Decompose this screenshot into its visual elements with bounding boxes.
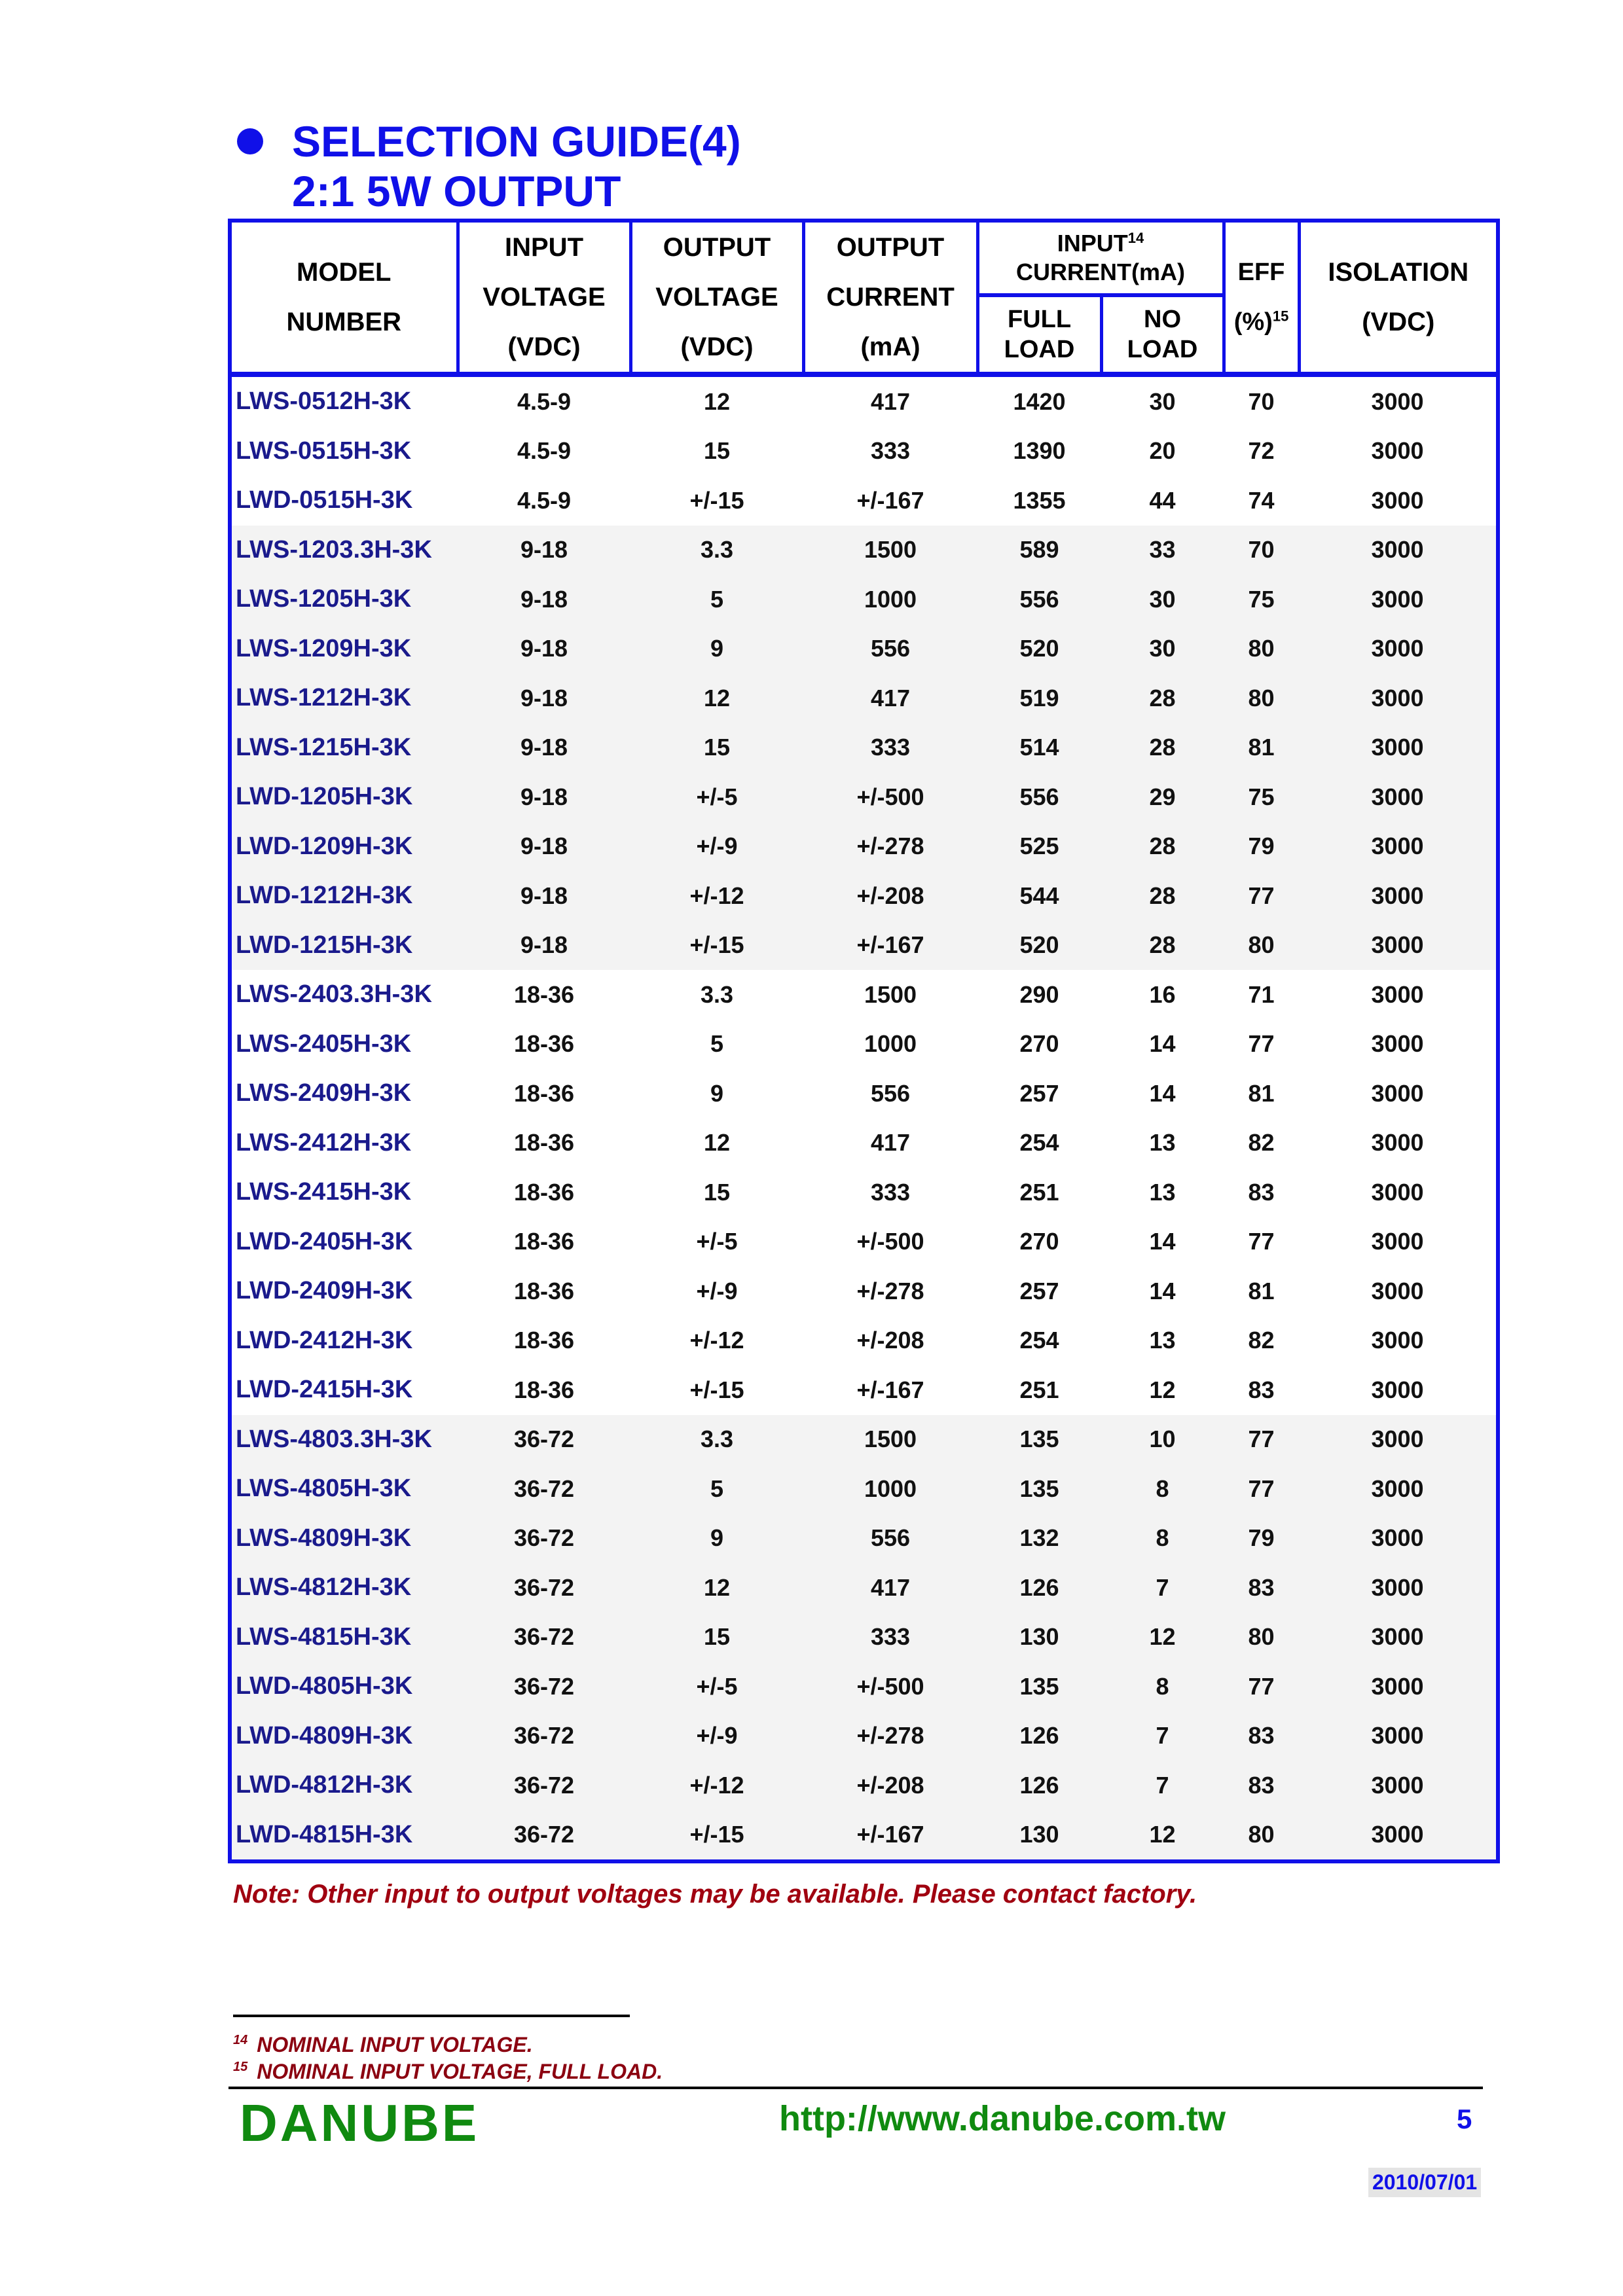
input-voltage-cell: 36-72: [458, 1464, 630, 1514]
input-current-no-load-cell: 14: [1149, 1277, 1176, 1304]
model-number-cell: LWD-1209H-3K: [230, 822, 458, 872]
output-voltage-cell: +/-15: [689, 1376, 744, 1403]
model-number-cell: LWD-0515H-3K: [236, 486, 413, 514]
input-current-full-load-cell: 126: [977, 1712, 1101, 1761]
input-current-full-load-cell: 132: [977, 1514, 1101, 1564]
input-current-no-load-cell: 8: [1101, 1514, 1224, 1564]
model-number-cell: LWS-1209H-3K: [230, 624, 458, 674]
header-output-current: OUTPUT CURRENT (mA): [803, 221, 977, 374]
model-number-cell: LWS-4805H-3K: [230, 1464, 458, 1514]
efficiency-cell: 74: [1248, 486, 1275, 514]
output-current-cell: 417: [870, 387, 911, 415]
input-current-full-load-cell: 556: [977, 575, 1101, 624]
isolation-cell: 3000: [1299, 1712, 1498, 1761]
model-number-cell: LWS-1205H-3K: [230, 575, 458, 624]
output-current-cell: 333: [803, 723, 977, 773]
input-voltage-cell: 9-18: [458, 673, 630, 723]
table-row: [230, 921, 1498, 971]
output-voltage-cell: +/-12: [689, 1327, 744, 1354]
model-number-cell: LWS-1215H-3K: [230, 723, 458, 773]
table-row: [230, 673, 1498, 723]
table-row: [230, 1217, 1498, 1267]
model-number-cell: LWS-2415H-3K: [236, 1178, 412, 1206]
output-voltage-cell: 3.3: [700, 980, 734, 1008]
footnote-divider: [233, 2015, 630, 2017]
model-number-cell: LWD-2415H-3K: [236, 1376, 413, 1404]
input-current-no-load-cell: 16: [1149, 980, 1176, 1008]
efficiency-cell: 70: [1248, 387, 1275, 415]
table-row: [230, 1563, 1498, 1613]
isolation-cell: 3000: [1299, 1662, 1498, 1712]
isolation-cell: 3000: [1299, 723, 1498, 773]
input-current-full-load-cell: 1355: [1013, 486, 1066, 514]
model-number-cell: LWS-2412H-3K: [236, 1128, 412, 1157]
input-current-no-load-cell: 7: [1101, 1712, 1224, 1761]
table-row: [230, 476, 1498, 526]
efficiency-cell: 77: [1224, 1415, 1299, 1465]
output-current-cell: +/-167: [803, 1810, 977, 1862]
input-current-full-load-cell: 254: [1019, 1129, 1059, 1157]
input-current-no-load-cell: 28: [1101, 673, 1224, 723]
efficiency-cell: 72: [1248, 437, 1275, 465]
output-voltage-cell: 12: [630, 1563, 803, 1613]
input-voltage-cell: 9-18: [458, 822, 630, 872]
output-current-cell: +/-500: [856, 1228, 924, 1255]
model-number-cell: LWD-2405H-3K: [236, 1227, 413, 1255]
output-current-cell: +/-208: [803, 1761, 977, 1810]
header-output-voltage: OUTPUT VOLTAGE (VDC): [630, 221, 803, 374]
isolation-cell: 3000: [1371, 1228, 1424, 1255]
efficiency-cell: 83: [1224, 1761, 1299, 1810]
input-current-no-load-cell: 30: [1149, 387, 1176, 415]
isolation-cell: 3000: [1371, 1079, 1424, 1107]
input-current-full-load-cell: 251: [1019, 1376, 1059, 1403]
isolation-cell: 3000: [1371, 1178, 1424, 1206]
output-voltage-cell: 12: [703, 1129, 731, 1157]
input-current-no-load-cell: 28: [1101, 921, 1224, 971]
table-row: [230, 1810, 1498, 1862]
input-current-full-load-cell: 270: [1019, 1030, 1059, 1058]
output-current-cell: 556: [803, 1514, 977, 1564]
header-input-voltage: INPUT VOLTAGE (VDC): [458, 221, 630, 374]
input-current-full-load-cell: 257: [1019, 1277, 1059, 1304]
model-number-cell: LWS-2405H-3K: [236, 1030, 412, 1058]
model-number-cell: LWS-4815H-3K: [230, 1613, 458, 1662]
input-current-no-load-cell: 44: [1149, 486, 1176, 514]
efficiency-cell: 81: [1248, 1079, 1275, 1107]
output-voltage-cell: +/-9: [696, 1277, 738, 1304]
isolation-cell: 3000: [1371, 486, 1424, 514]
isolation-cell: 3000: [1371, 980, 1424, 1008]
output-voltage-cell: 3.3: [630, 526, 803, 575]
efficiency-cell: 80: [1224, 1613, 1299, 1662]
table-row: [230, 871, 1498, 921]
efficiency-cell: 83: [1248, 1376, 1275, 1403]
input-current-no-load-cell: 28: [1101, 871, 1224, 921]
isolation-cell: 3000: [1299, 526, 1498, 575]
output-current-cell: 1000: [803, 1464, 977, 1514]
input-current-no-load-cell: 8: [1101, 1662, 1224, 1712]
efficiency-cell: 75: [1224, 575, 1299, 624]
input-voltage-cell: 4.5-9: [517, 387, 572, 415]
input-current-no-load-cell: 29: [1101, 772, 1224, 822]
efficiency-cell: 77: [1224, 1464, 1299, 1514]
input-voltage-cell: 18-36: [513, 1277, 575, 1304]
input-voltage-cell: 9-18: [458, 624, 630, 674]
isolation-cell: 3000: [1299, 1415, 1498, 1465]
input-voltage-cell: 18-36: [513, 1079, 575, 1107]
efficiency-cell: 77: [1248, 1030, 1275, 1058]
footer-divider: [228, 2087, 1483, 2089]
output-current-cell: 556: [803, 624, 977, 674]
input-voltage-cell: 18-36: [513, 1228, 575, 1255]
output-voltage-cell: 5: [630, 1464, 803, 1514]
page-number: 5: [1457, 2104, 1472, 2134]
output-current-cell: 333: [870, 1178, 911, 1206]
input-voltage-cell: 36-72: [458, 1415, 630, 1465]
model-number-cell: LWS-4812H-3K: [230, 1563, 458, 1613]
input-current-no-load-cell: 14: [1149, 1079, 1176, 1107]
output-current-cell: 1000: [803, 575, 977, 624]
efficiency-cell: 81: [1224, 723, 1299, 773]
efficiency-cell: 83: [1224, 1712, 1299, 1761]
input-current-no-load-cell: 12: [1101, 1613, 1224, 1662]
output-voltage-cell: +/-12: [630, 1761, 803, 1810]
input-voltage-cell: 18-36: [513, 1030, 575, 1058]
efficiency-cell: 79: [1224, 1514, 1299, 1564]
input-voltage-cell: 18-36: [513, 1129, 575, 1157]
input-current-full-load-cell: 290: [1019, 980, 1059, 1008]
table-row: [230, 1514, 1498, 1564]
input-current-full-load-cell: 525: [977, 822, 1101, 872]
table-row: [230, 1316, 1498, 1366]
table-row: [230, 1020, 1498, 1069]
input-current-no-load-cell: 33: [1101, 526, 1224, 575]
output-voltage-cell: 12: [630, 673, 803, 723]
output-current-cell: +/-167: [803, 921, 977, 971]
output-voltage-cell: +/-5: [630, 1662, 803, 1712]
model-number-cell: LWD-4815H-3K: [230, 1810, 458, 1862]
output-current-cell: +/-167: [856, 486, 924, 514]
output-voltage-cell: 15: [703, 437, 731, 465]
input-current-full-load-cell: 589: [977, 526, 1101, 575]
output-voltage-cell: +/-9: [630, 822, 803, 872]
model-number-cell: LWD-2412H-3K: [236, 1326, 413, 1354]
input-current-full-load-cell: 520: [977, 624, 1101, 674]
input-current-no-load-cell: 7: [1101, 1761, 1224, 1810]
output-current-cell: 1500: [803, 526, 977, 575]
output-voltage-cell: 15: [630, 723, 803, 773]
table-row: [230, 1712, 1498, 1761]
output-voltage-cell: +/-9: [630, 1712, 803, 1761]
output-current-cell: +/-278: [803, 1712, 977, 1761]
input-voltage-cell: 9-18: [458, 772, 630, 822]
input-current-full-load-cell: 1420: [1013, 387, 1066, 415]
input-current-full-load-cell: 251: [1019, 1178, 1059, 1206]
input-current-full-load-cell: 126: [977, 1563, 1101, 1613]
efficiency-cell: 80: [1224, 1810, 1299, 1862]
input-voltage-cell: 9-18: [458, 526, 630, 575]
input-voltage-cell: 9-18: [458, 575, 630, 624]
efficiency-cell: 71: [1248, 980, 1275, 1008]
isolation-cell: 3000: [1299, 673, 1498, 723]
input-current-no-load-cell: 12: [1101, 1810, 1224, 1862]
model-number-cell: LWD-4805H-3K: [230, 1662, 458, 1712]
input-voltage-cell: 18-36: [513, 1178, 575, 1206]
input-current-full-load-cell: 270: [1019, 1228, 1059, 1255]
efficiency-cell: 82: [1248, 1129, 1275, 1157]
isolation-cell: 3000: [1371, 1376, 1424, 1403]
table-row: [230, 1464, 1498, 1514]
model-number-cell: LWS-0512H-3K: [236, 387, 412, 416]
output-voltage-cell: +/-15: [689, 486, 744, 514]
table-row: [230, 1613, 1498, 1662]
output-voltage-cell: +/-12: [630, 871, 803, 921]
input-current-full-load-cell: 130: [977, 1810, 1101, 1862]
efficiency-cell: 70: [1224, 526, 1299, 575]
table-row: [230, 723, 1498, 773]
output-current-cell: 556: [870, 1079, 911, 1107]
input-voltage-cell: 36-72: [458, 1662, 630, 1712]
isolation-cell: 3000: [1299, 1613, 1498, 1662]
efficiency-cell: 82: [1248, 1327, 1275, 1354]
efficiency-cell: 83: [1248, 1178, 1275, 1206]
input-voltage-cell: 36-72: [458, 1613, 630, 1662]
output-current-cell: +/-208: [803, 871, 977, 921]
model-number-cell: LWD-1205H-3K: [230, 772, 458, 822]
output-current-cell: +/-208: [856, 1327, 924, 1354]
output-current-cell: +/-500: [803, 1662, 977, 1712]
output-voltage-cell: +/-5: [630, 772, 803, 822]
note-text: Note: Other input to output voltages may be available. Please contact factory.: [233, 1880, 1197, 1909]
efficiency-cell: 81: [1248, 1277, 1275, 1304]
input-current-full-load-cell: 135: [977, 1464, 1101, 1514]
input-voltage-cell: 36-72: [458, 1761, 630, 1810]
input-current-no-load-cell: 13: [1149, 1129, 1176, 1157]
input-voltage-cell: 9-18: [458, 921, 630, 971]
output-voltage-cell: 3.3: [630, 1415, 803, 1465]
table-row: [230, 427, 1498, 476]
table-row: [230, 624, 1498, 674]
output-voltage-cell: +/-15: [630, 1810, 803, 1862]
header-no-load: NO LOAD: [1101, 295, 1224, 374]
input-voltage-cell: 36-72: [458, 1712, 630, 1761]
model-number-cell: LWD-1215H-3K: [230, 921, 458, 971]
model-number-cell: LWS-2409H-3K: [236, 1079, 412, 1107]
input-voltage-cell: 4.5-9: [517, 486, 572, 514]
efficiency-cell: 79: [1224, 822, 1299, 872]
input-current-no-load-cell: 14: [1149, 1030, 1176, 1058]
model-number-cell: LWD-2409H-3K: [236, 1277, 413, 1305]
model-number-cell: LWS-4809H-3K: [230, 1514, 458, 1564]
model-number-cell: LWS-1212H-3K: [230, 673, 458, 723]
model-number-cell: LWD-4809H-3K: [230, 1712, 458, 1761]
isolation-cell: 3000: [1371, 1030, 1424, 1058]
input-current-no-load-cell: 28: [1101, 822, 1224, 872]
input-current-no-load-cell: 20: [1149, 437, 1176, 465]
input-current-full-load-cell: 135: [977, 1415, 1101, 1465]
input-current-full-load-cell: 126: [977, 1761, 1101, 1810]
output-current-cell: +/-278: [856, 1277, 924, 1304]
table-row: [230, 970, 1498, 1020]
isolation-cell: 3000: [1299, 871, 1498, 921]
isolation-cell: 3000: [1299, 822, 1498, 872]
output-current-cell: 1000: [864, 1030, 917, 1058]
model-number-cell: LWS-1203.3H-3K: [230, 526, 458, 575]
input-current-full-load-cell: 254: [1019, 1327, 1059, 1354]
input-current-full-load-cell: 130: [977, 1613, 1101, 1662]
input-current-no-load-cell: 7: [1101, 1563, 1224, 1613]
output-voltage-cell: +/-15: [630, 921, 803, 971]
output-voltage-cell: 5: [710, 1030, 724, 1058]
isolation-cell: 3000: [1371, 1129, 1424, 1157]
table-row: [230, 1266, 1498, 1316]
output-current-cell: +/-167: [856, 1376, 924, 1403]
header-isolation: ISOLATION (VDC): [1299, 221, 1498, 374]
bullet-icon: [237, 128, 263, 154]
output-current-cell: 1500: [803, 1415, 977, 1465]
input-current-no-load-cell: 13: [1149, 1178, 1176, 1206]
input-current-full-load-cell: 135: [977, 1662, 1101, 1712]
table-row: [230, 1365, 1498, 1415]
input-voltage-cell: 18-36: [513, 1376, 575, 1403]
table-row: [230, 1662, 1498, 1712]
table-row: [230, 374, 1498, 427]
input-voltage-cell: 36-72: [458, 1514, 630, 1564]
output-current-cell: 333: [870, 437, 911, 465]
footnote-14: $^{14}$ NOMINAL INPUT VOLTAGE.: [233, 2033, 533, 2056]
output-current-cell: 417: [870, 1129, 911, 1157]
page-subtitle: 2:1 5W OUTPUT: [292, 167, 621, 215]
model-number-cell: LWS-4803.3H-3K: [230, 1415, 458, 1465]
table-row: [230, 1415, 1498, 1465]
input-current-full-load-cell: 544: [977, 871, 1101, 921]
input-current-full-load-cell: 257: [1019, 1079, 1059, 1107]
input-voltage-cell: 18-36: [513, 980, 575, 1008]
input-current-full-load-cell: 519: [977, 673, 1101, 723]
efficiency-cell: 80: [1224, 673, 1299, 723]
efficiency-cell: 75: [1224, 772, 1299, 822]
isolation-cell: 3000: [1299, 575, 1498, 624]
table-row: [230, 822, 1498, 872]
input-voltage-cell: 9-18: [458, 871, 630, 921]
isolation-cell: 3000: [1371, 437, 1424, 465]
output-voltage-cell: 15: [703, 1178, 731, 1206]
isolation-cell: 3000: [1299, 1761, 1498, 1810]
output-voltage-cell: 5: [630, 575, 803, 624]
input-current-full-load-cell: 556: [977, 772, 1101, 822]
input-current-full-load-cell: 520: [977, 921, 1101, 971]
footnote-15: $^{15}$ NOMINAL INPUT VOLTAGE, FULL LOAD.: [233, 2060, 663, 2083]
isolation-cell: 3000: [1299, 624, 1498, 674]
isolation-cell: 3000: [1299, 1563, 1498, 1613]
isolation-cell: 3000: [1299, 1514, 1498, 1564]
output-voltage-cell: 15: [630, 1613, 803, 1662]
output-voltage-cell: 9: [630, 624, 803, 674]
input-current-no-load-cell: 10: [1101, 1415, 1224, 1465]
danube-logo: DANUBE: [240, 2094, 480, 2152]
efficiency-cell: 77: [1224, 1662, 1299, 1712]
input-voltage-cell: 18-36: [513, 1327, 575, 1354]
isolation-cell: 3000: [1299, 1810, 1498, 1862]
header-input-current: INPUT$^{14}$ CURRENT(mA): [977, 221, 1224, 295]
efficiency-cell: 80: [1224, 624, 1299, 674]
isolation-cell: 3000: [1371, 1277, 1424, 1304]
efficiency-cell: 77: [1224, 871, 1299, 921]
table-row: [230, 772, 1498, 822]
table-row: [230, 1069, 1498, 1119]
website-link[interactable]: http://www.danube.com.tw: [779, 2099, 1226, 2138]
revision-date: 2010/07/01: [1368, 2168, 1481, 2197]
isolation-cell: 3000: [1371, 387, 1424, 415]
output-current-cell: 417: [803, 673, 977, 723]
isolation-cell: 3000: [1371, 1327, 1424, 1354]
input-voltage-cell: 4.5-9: [517, 437, 572, 465]
header-model: MODEL NUMBER: [230, 221, 458, 374]
input-current-no-load-cell: 14: [1149, 1228, 1176, 1255]
efficiency-cell: 80: [1224, 921, 1299, 971]
output-voltage-cell: 12: [703, 387, 731, 415]
header-full-load: FULL LOAD: [977, 295, 1101, 374]
isolation-cell: 3000: [1299, 921, 1498, 971]
efficiency-cell: 83: [1224, 1563, 1299, 1613]
page-title: SELECTION GUIDE(4): [292, 117, 741, 166]
table-row: [230, 1168, 1498, 1217]
input-current-no-load-cell: 12: [1149, 1376, 1176, 1403]
output-current-cell: 417: [803, 1563, 977, 1613]
output-current-cell: +/-500: [803, 772, 977, 822]
model-number-cell: LWD-1212H-3K: [230, 871, 458, 921]
output-current-cell: +/-278: [803, 822, 977, 872]
input-current-no-load-cell: 30: [1101, 575, 1224, 624]
output-current-cell: 1500: [864, 980, 917, 1008]
input-current-no-load-cell: 8: [1101, 1464, 1224, 1514]
model-number-cell: LWD-4812H-3K: [230, 1761, 458, 1810]
efficiency-cell: 77: [1248, 1228, 1275, 1255]
input-current-no-load-cell: 13: [1149, 1327, 1176, 1354]
table-row: [230, 575, 1498, 624]
input-current-no-load-cell: 28: [1101, 723, 1224, 773]
output-voltage-cell: +/-5: [696, 1228, 738, 1255]
model-number-cell: LWS-0515H-3K: [236, 437, 412, 465]
model-number-cell: LWS-2403.3H-3K: [236, 980, 432, 1009]
table-row: [230, 1119, 1498, 1168]
selection-guide-table: [228, 219, 1500, 1863]
input-voltage-cell: 36-72: [458, 1563, 630, 1613]
input-current-full-load-cell: 514: [977, 723, 1101, 773]
table-row: [230, 1761, 1498, 1810]
output-voltage-cell: 9: [710, 1079, 724, 1107]
input-voltage-cell: 9-18: [458, 723, 630, 773]
input-voltage-cell: 36-72: [458, 1810, 630, 1862]
input-current-no-load-cell: 30: [1101, 624, 1224, 674]
output-voltage-cell: 9: [630, 1514, 803, 1564]
table-row: [230, 526, 1498, 575]
isolation-cell: 3000: [1299, 772, 1498, 822]
output-current-cell: 333: [803, 1613, 977, 1662]
header-efficiency: EFF (%)$^{15}$: [1224, 221, 1299, 374]
table-body: [230, 374, 1498, 1861]
input-current-full-load-cell: 1390: [1013, 437, 1066, 465]
isolation-cell: 3000: [1299, 1464, 1498, 1514]
